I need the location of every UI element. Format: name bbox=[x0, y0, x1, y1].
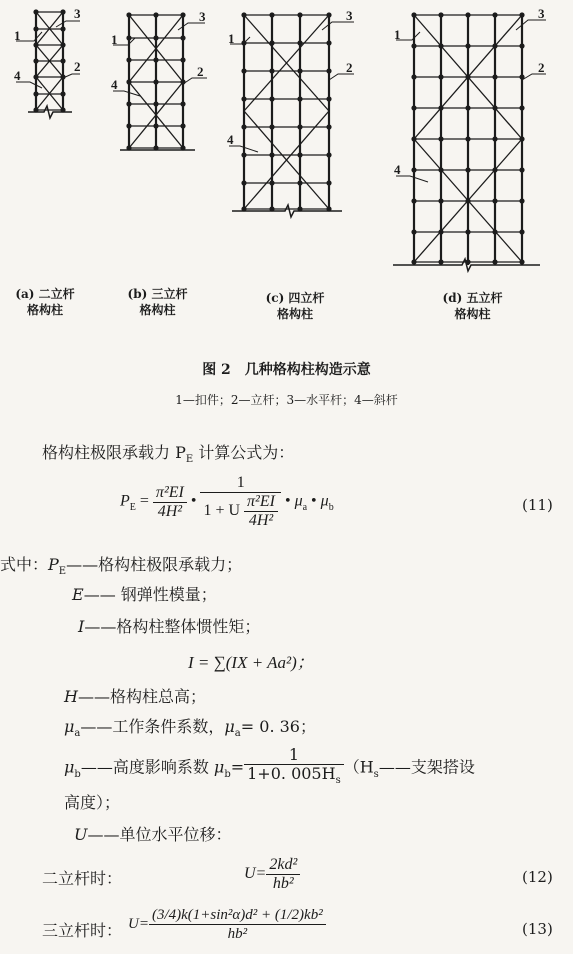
intro-sub: E bbox=[185, 454, 194, 466]
def-u bbox=[74, 822, 232, 845]
eq12-num: 2kd² bbox=[266, 856, 300, 875]
def-mua-symbol: μ bbox=[64, 717, 75, 736]
def-mub-paren-text: ——支架搭设 bbox=[378, 757, 475, 777]
panel-d-drawing bbox=[393, 6, 546, 271]
def-mub-den bbox=[244, 765, 344, 790]
intro-tail: 计算公式为： bbox=[193, 443, 295, 462]
panel-c-caption bbox=[255, 290, 335, 322]
def-h-text: ——格构柱总高； bbox=[77, 687, 206, 706]
svg-text:1: 1 bbox=[228, 31, 235, 46]
eq11-inner-den: 4H² bbox=[248, 512, 274, 529]
eq13-num: (3/4)k(1+sin²α)d² + (1/2)kb² bbox=[149, 906, 326, 925]
eq13-label: 三立杆时： bbox=[42, 921, 123, 940]
panel-b-caption-line1: (b) 三立杆 bbox=[127, 287, 188, 301]
def-mub-sub: b bbox=[74, 768, 81, 780]
panel-c-caption-line1: (c) 四立杆 bbox=[265, 291, 325, 305]
panel-d-caption-line2: 格构柱 bbox=[454, 307, 491, 321]
eq11-inner-fraction bbox=[244, 493, 278, 530]
def-mua-sub: a bbox=[74, 728, 81, 740]
eq11-den2 bbox=[200, 493, 281, 530]
def-pe bbox=[0, 552, 242, 577]
eq11-fraction-1 bbox=[153, 484, 187, 521]
panel-a-drawing bbox=[14, 6, 81, 118]
def-mua-text: ——工作条件系数， bbox=[80, 717, 225, 736]
eq13-fraction bbox=[149, 906, 326, 943]
def-mub2-symbol: μ bbox=[213, 757, 225, 777]
def-mub-eq: = bbox=[230, 757, 245, 777]
eq11-dot-3: • bbox=[307, 492, 321, 510]
eq11-dot-1: • bbox=[190, 492, 201, 510]
panel-b-caption bbox=[120, 286, 195, 318]
def-mub-paren-sub: s bbox=[373, 768, 379, 780]
panel-d-caption-line1: (d) 五立杆 bbox=[442, 291, 503, 305]
def-mub-num: 1 bbox=[244, 746, 344, 765]
eq11-den2-pre: 1 + U bbox=[203, 502, 245, 520]
svg-text:2: 2 bbox=[346, 60, 353, 75]
def-u-text: ——单位水平位移： bbox=[87, 825, 232, 844]
equation-11 bbox=[120, 474, 334, 530]
svg-text:2: 2 bbox=[538, 60, 545, 75]
eq11-mu-a: μ bbox=[294, 492, 303, 510]
svg-text:1: 1 bbox=[111, 32, 118, 47]
def-i-text: ——格构柱整体惯性矩； bbox=[84, 617, 261, 636]
eq12-lhs: U= bbox=[244, 865, 267, 883]
def-mub-continued: 高度）； bbox=[64, 793, 121, 812]
svg-text:1: 1 bbox=[14, 28, 21, 43]
panel-d-caption bbox=[430, 290, 515, 322]
eq12-fraction bbox=[266, 856, 300, 893]
eq12-label: 二立杆时： bbox=[42, 869, 123, 888]
eq12-den: hb² bbox=[272, 875, 294, 892]
svg-text:3: 3 bbox=[346, 8, 353, 23]
svg-text:1: 1 bbox=[394, 27, 401, 42]
panel-c-drawing bbox=[227, 8, 354, 217]
eq13-number: (13) bbox=[522, 920, 553, 938]
eq11-den1: 4H² bbox=[157, 502, 183, 520]
eq11-lhs: P bbox=[120, 492, 130, 510]
def-mub-paren: （H bbox=[343, 757, 374, 777]
eq12-number: (12) bbox=[522, 868, 553, 886]
svg-text:3: 3 bbox=[538, 6, 545, 21]
def-e-symbol: E bbox=[72, 585, 84, 604]
def-mub-den-sub: s bbox=[335, 775, 341, 787]
svg-text:4: 4 bbox=[14, 68, 21, 83]
eq11-fraction-2 bbox=[200, 474, 281, 530]
equation-13 bbox=[128, 906, 326, 943]
def-pe-text: ——格构柱极限承载力； bbox=[66, 555, 243, 574]
eq11-inner-num: π²EI bbox=[244, 493, 278, 512]
eq13-den: hb² bbox=[227, 926, 248, 942]
svg-text:2: 2 bbox=[74, 59, 81, 74]
panel-b-caption-line2: 格构柱 bbox=[139, 303, 176, 317]
def-mua-val-sub: a bbox=[234, 728, 241, 740]
def-i-symbol: I bbox=[78, 617, 85, 636]
svg-text:2: 2 bbox=[197, 64, 204, 79]
eq11-mu-a-sub: a bbox=[302, 501, 308, 513]
def-h-symbol: H bbox=[64, 687, 78, 706]
intro-line bbox=[42, 440, 294, 465]
def-u-symbol: U bbox=[74, 825, 88, 844]
svg-text:3: 3 bbox=[74, 6, 81, 21]
def-pe-symbol: P bbox=[48, 555, 59, 574]
def-mua-val-symbol: μ bbox=[224, 717, 235, 736]
def-mua-val: = 0. 36； bbox=[240, 717, 316, 736]
equation-12 bbox=[244, 856, 300, 893]
def-mua bbox=[64, 714, 316, 739]
svg-text:4: 4 bbox=[111, 77, 118, 92]
def-e-text: —— 钢弹性模量； bbox=[83, 585, 217, 604]
eq11-dot-2: • bbox=[284, 492, 295, 510]
panel-a-caption-line2: 格构柱 bbox=[26, 303, 63, 317]
svg-text:4: 4 bbox=[227, 132, 234, 147]
figure-title: 图 2 几种格构柱构造示意 bbox=[202, 362, 371, 378]
intro-text: 格构柱极限承载力 P bbox=[42, 443, 186, 462]
def-i-formula: I = ∑(IX + Aa²)； bbox=[188, 653, 314, 672]
figure-legend: 1—扣件；2—立杆；3—水平杆；4—斜杆 bbox=[175, 393, 398, 407]
svg-text:4: 4 bbox=[394, 162, 401, 177]
eq13-lhs: U= bbox=[128, 915, 149, 932]
defs-prefix: 式中： bbox=[0, 555, 49, 574]
def-pe-sub: E bbox=[58, 566, 67, 578]
def-h bbox=[64, 684, 206, 707]
def-e bbox=[72, 582, 217, 605]
def-i bbox=[78, 614, 260, 637]
eq11-number: (11) bbox=[522, 496, 553, 514]
eq11-num1: π²EI bbox=[153, 484, 187, 503]
eq11-lhs-sub: E bbox=[129, 501, 136, 513]
def-mub-fraction bbox=[244, 746, 344, 790]
def-mub bbox=[64, 746, 475, 790]
def-mub2-sub: b bbox=[224, 768, 231, 780]
eq11-mu-b: μ bbox=[320, 492, 329, 510]
def-mub-symbol: μ bbox=[64, 757, 75, 777]
panel-a-caption-line1: (a) 二立杆 bbox=[15, 287, 75, 301]
panel-a-caption bbox=[10, 286, 80, 318]
lattice-column-figure bbox=[0, 0, 573, 330]
eq11-equals: = bbox=[135, 492, 153, 510]
def-mub-text: ——高度影响系数 bbox=[80, 757, 214, 777]
panel-c-caption-line2: 格构柱 bbox=[276, 307, 313, 321]
svg-text:3: 3 bbox=[199, 9, 206, 24]
def-mub-den-text: 1+0. 005H bbox=[247, 764, 336, 783]
panel-b-drawing bbox=[111, 9, 207, 151]
eq11-mu-b-sub: b bbox=[328, 501, 334, 513]
eq11-num2: 1 bbox=[200, 474, 281, 493]
